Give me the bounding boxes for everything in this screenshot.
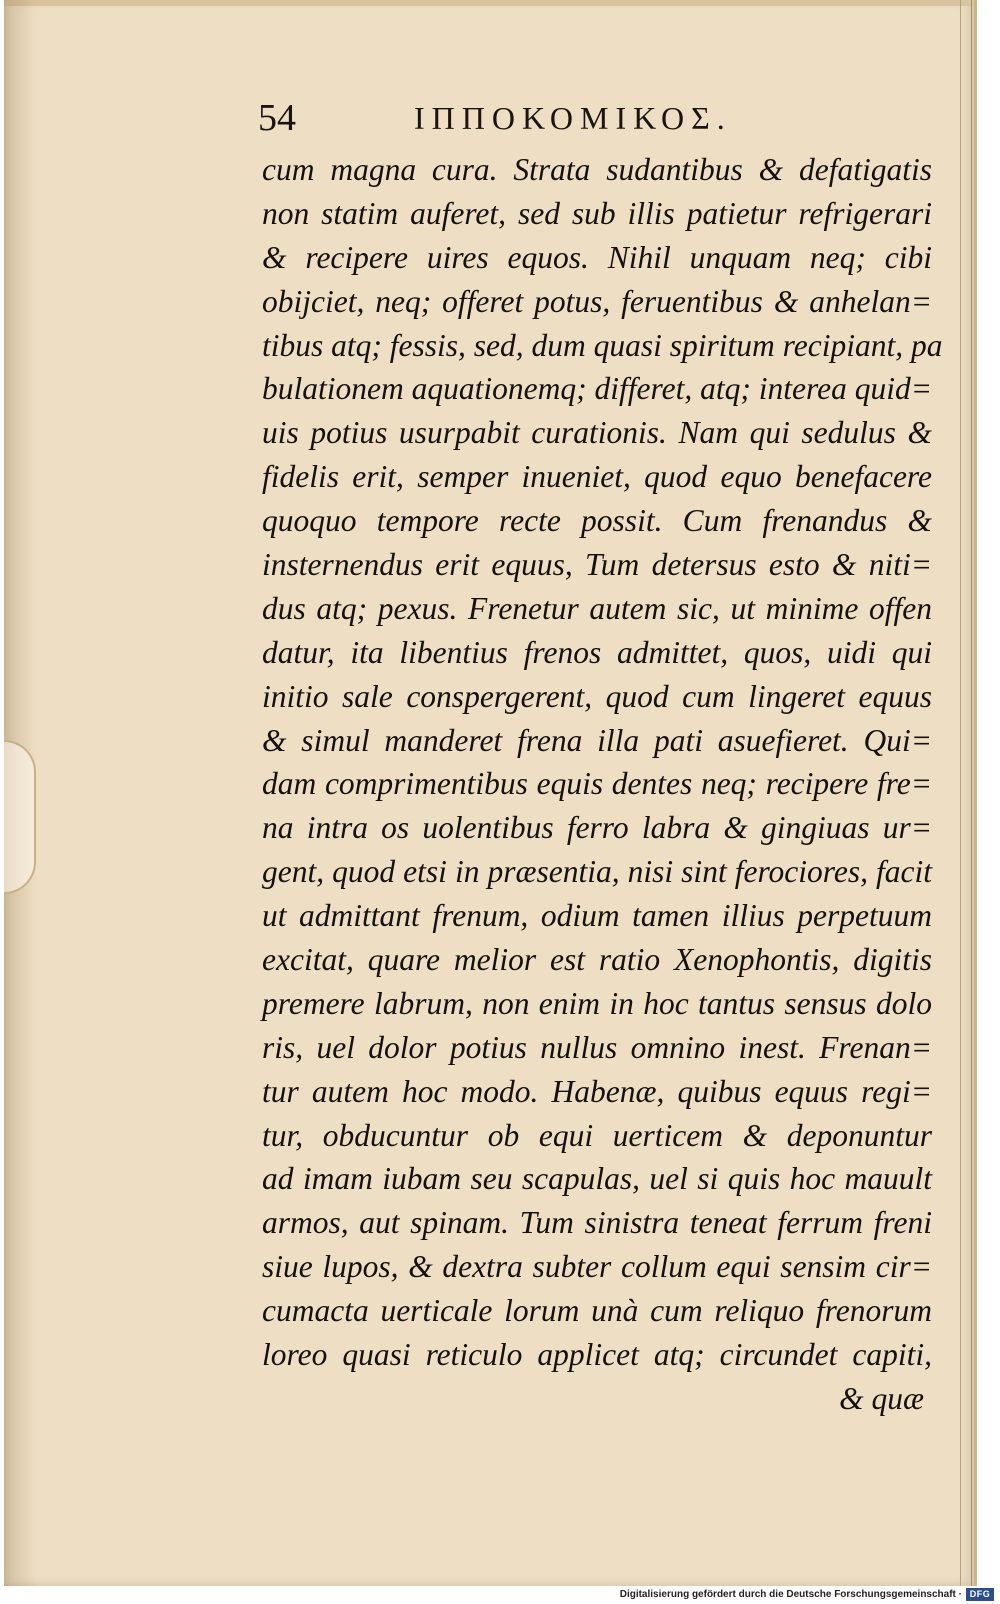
text-line: & quæ bbox=[839, 1380, 924, 1416]
text-line: & recipere uires equos. Nihil unquam neq; cibi bbox=[262, 239, 932, 275]
text-line: na intra os uolentibus ferro labra & gingiuas ur= bbox=[262, 810, 932, 846]
page-top-edge bbox=[4, 0, 974, 6]
running-head bbox=[254, 94, 924, 144]
book-page bbox=[4, 0, 977, 1586]
text-line: insternendus erit equus, Tum detersus esto & niti= bbox=[262, 547, 932, 583]
text-line: fidelis erit, semper inueniet, quod equo benefacere bbox=[262, 459, 932, 495]
body-text bbox=[262, 148, 943, 1421]
text-line: excitat, quare melior est ratio Xenophontis, digitis bbox=[262, 942, 932, 978]
text-line: dus atq; pexus. Frenetur autem sic, ut minime offen bbox=[262, 590, 932, 626]
dfg-logo-icon: DFG bbox=[966, 1588, 994, 1601]
funding-credit: Digitalisierung gefördert durch die Deutsche Forschungsgemeinschaft · bbox=[619, 1589, 962, 1600]
page-fore-edge bbox=[960, 0, 972, 1586]
text-line: datur, ita libentius frenos admittet, quos, uidi qui bbox=[262, 634, 932, 670]
text-line: ad imam iubam seu scapulas, uel si quis hoc mauult bbox=[262, 1161, 932, 1197]
page-number: 54 bbox=[258, 97, 296, 139]
text-line: initio sale conspergerent, quod cum lingeret equus bbox=[262, 678, 932, 714]
text-line: bulationem aquationemq; differet, atq; interea quid= bbox=[262, 371, 932, 407]
text-line: quoquo tempore recte possit. Cum frenandus & bbox=[262, 503, 932, 539]
text-line: ut admittant frenum, odium tamen illius perpetuum bbox=[262, 898, 932, 934]
text-line: uis potius usurpabit curationis. Nam qui sedulus & bbox=[262, 415, 932, 451]
text-line: ris, uel dolor potius nullus omnino inest. Frenan= bbox=[262, 1029, 932, 1065]
text-line: tibus atq; fessis, sed, dum quasi spiritum recipiant, pa bbox=[262, 327, 943, 363]
text-line: obijciet, neq; offeret potus, feruentibus & anhelan= bbox=[262, 283, 932, 319]
text-line: non statim auferet, sed sub illis patietur refrigerari bbox=[262, 195, 932, 231]
digitization-footer bbox=[0, 1586, 1000, 1604]
page-clip-mark bbox=[4, 740, 36, 894]
text-line: tur, obducuntur ob equi uerticem & deponuntur bbox=[262, 1117, 932, 1153]
running-title: ΙΠΠΟΚΟΜΙΚΟΣ. bbox=[414, 100, 732, 136]
text-line: premere labrum, non enim in hoc tantus sensus dolo bbox=[262, 985, 932, 1021]
text-line: cumacta uerticale lorum unà cum reliquo frenorum bbox=[262, 1293, 932, 1329]
text-line: & simul manderet frena illa pati asuefieret. Qui= bbox=[262, 722, 932, 758]
text-line: tur autem hoc modo. Habenæ, quibus equus regi= bbox=[262, 1073, 932, 1109]
text-line: dam comprimentibus equis dentes neq; recipere fre= bbox=[262, 766, 932, 802]
text-line: cum magna cura. Strata sudantibus & defatigatis bbox=[262, 152, 932, 187]
text-line: loreo quasi reticulo applicet atq; circundet capiti, bbox=[262, 1337, 932, 1373]
text-line: armos, aut spinam. Tum sinistra teneat ferrum freni bbox=[262, 1205, 932, 1241]
text-line: siue lupos, & dextra subter collum equi sensim cir= bbox=[262, 1249, 932, 1285]
text-line: gent, quod etsi in præsentia, nisi sint ferociores, facit bbox=[262, 854, 932, 890]
